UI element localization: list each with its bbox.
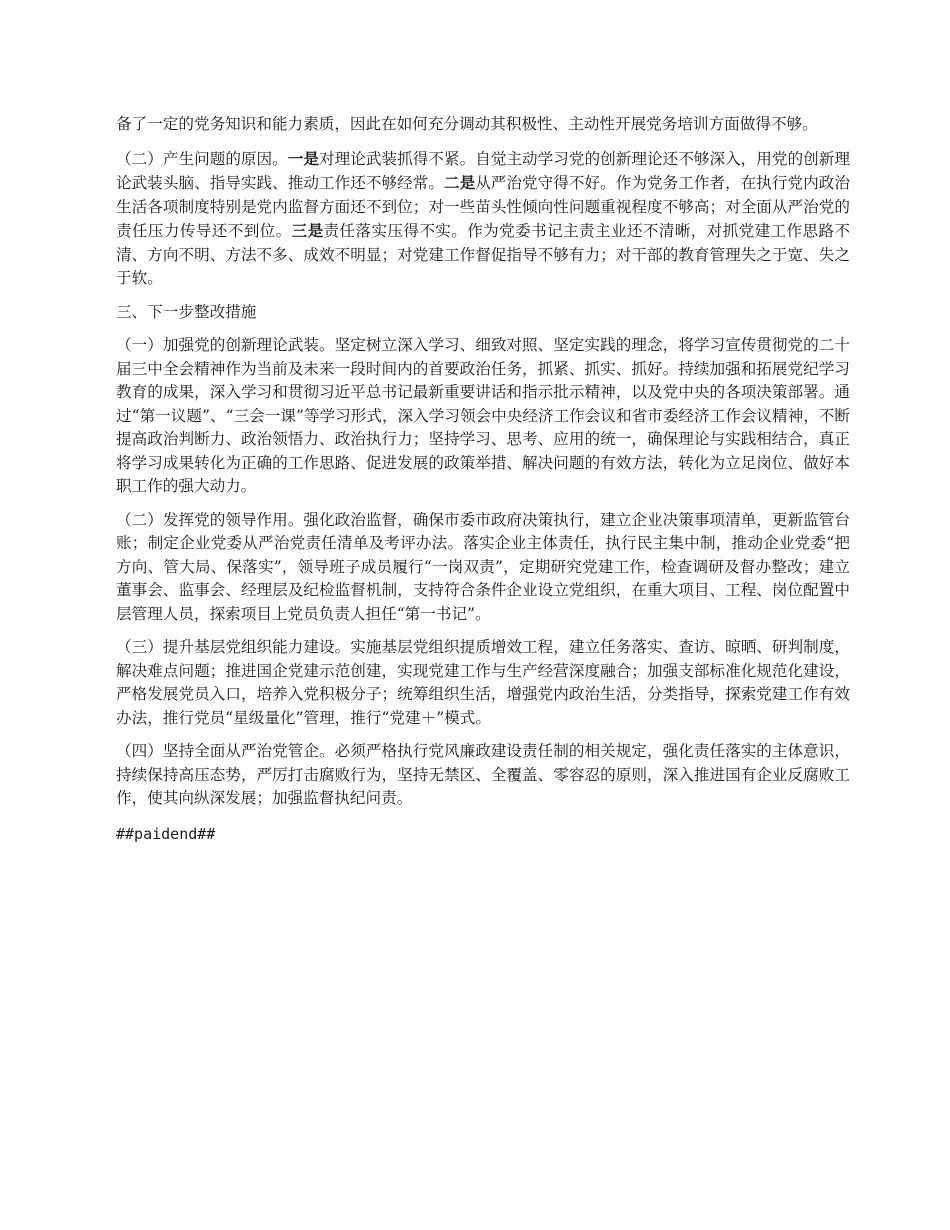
causes-prefix: （二）产生问题的原因。: [116, 149, 288, 168]
section-heading-next-steps: 三、下一步整改措施: [116, 302, 257, 321]
paragraph-measure-4: （四）坚持全面从严治党管企。必须严格执行党风廉政建设责任制的相关规定，强化责任落实的主体意识，持续保持高压态势，严厉打击腐败行为，坚持无禁区、全覆盖、零容忍的原则，深入推进国有企业反腐败工作，使其向纵深发展；加强监督执纪问责。: [116, 742, 850, 807]
cause-3-text: 责任落实压得不实。作为党委书记主责主业还不清晰，对抓党建工作思路不清、方向不明、方法不多、成效不明显；对党建工作督促指导不够有力；对干部的教育管理失之于宽、失之于软。: [116, 222, 850, 287]
cause-1-text: 对理论武装抓得不紧。自觉主动学习党的创新理论还不够深入，用党的创新理论武装头脑、指导实践、推动工作还不够经常。: [116, 149, 850, 192]
paragraph-problem-causes: [116, 147, 850, 291]
end-marker: ##paidend##: [116, 824, 216, 843]
document-body: [116, 113, 850, 846]
paragraph-measure-2: （二）发挥党的领导作用。强化政治监督，确保市委市政府决策执行，建立企业决策事项清单，更新监管台账；制定企业党委从严治党责任清单及考评办法。落实企业主体责任，执行民主集中制，推动企业党委“把方向、管大局、保落实”，领导班子成员履行“一岗双责”，定期研究党建工作，检查调研及督办整改；建立董事会、监事会、经理层及纪检监督机制，支持符合条件企业设立党组织，在重大项目、工程、岗位配置中层管理人员，探索项目上党员负责人担任“第一书记”。: [116, 510, 850, 623]
paragraph-continuation: 备了一定的党务知识和能力素质，因此在如何充分调动其积极性、主动性开展党务培训方面做得不够。: [116, 115, 818, 133]
cause-1-marker: 一是: [287, 148, 320, 168]
cause-2-marker: 二是: [443, 173, 476, 192]
paragraph-measure-1: （一）加强党的创新理论武装。坚定树立深入学习、细致对照、坚定实践的理念，将学习宣传贯彻党的二十届三中全会精神作为当前及未来一段时间内的首要政治任务，抓紧、抓实、抓好。持续加强和拓展党纪学习教育的成果，深入学习和贯彻习近平总书记最新重要讲话和指示批示精神，以及党中央的各项决策部署。通过“第一议题”、“三会一课”等学习形式，深入学习领会中央经济工作会议和省市委经济工作会议精神，不断提高政治判断力、政治领悟力、政治执行力；坚持学习、思考、应用的统一，确保理论与实践相结合，真正将学习成果转化为正确的工作思路、促进发展的政策举措、解决问题的有效方法，转化为立足岗位、做好本职工作的强大动力。: [116, 336, 850, 495]
cause-2-text: 从严治党守得不好。作为党务工作者，在执行党内政治生活各项制度特别是党内监督方面还不到位；对一些苗头性倾向性问题重视程度不够高；对全面从严治党的责任压力传导还不到位。: [116, 174, 850, 240]
paragraph-measure-3: （三）提升基层党组织能力建设。实施基层党组织提质增效工程，建立任务落实、查访、晾晒、研判制度，解决难点问题；推进国企党建示范创建，实现党建工作与生产经营深度融合；加强支部标准化规范化建设，严格发展党员入口，培养入党积极分子；统筹组织生活，增强党内政治生活，分类指导，探索党建工作有效办法，推行党员“星级量化”管理，推行“党建＋”模式。: [116, 638, 850, 727]
cause-3-marker: 三是: [291, 221, 324, 240]
